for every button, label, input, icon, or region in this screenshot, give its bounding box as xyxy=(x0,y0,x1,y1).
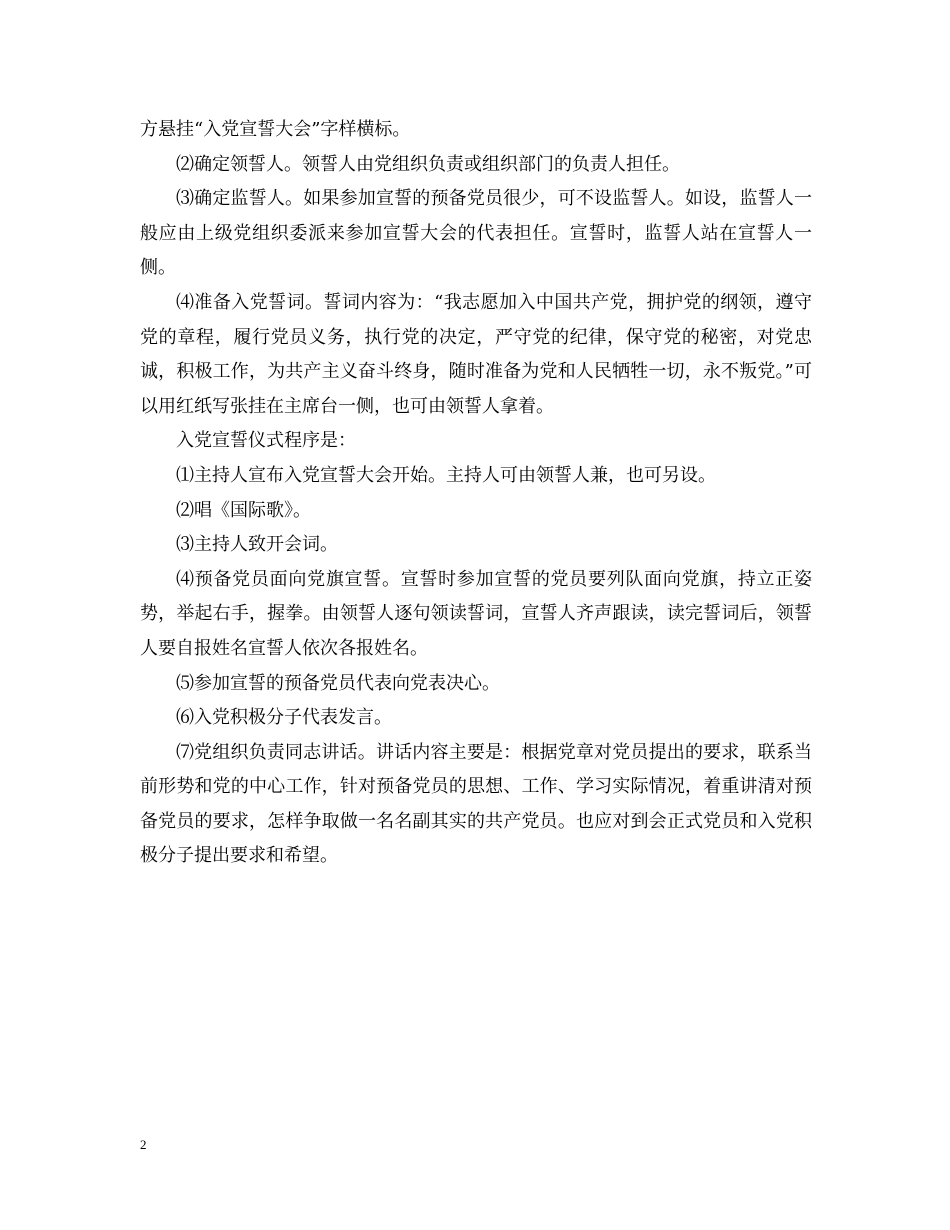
paragraph: ⑵唱《国际歌》。 xyxy=(176,499,311,521)
paragraph: ⑸参加宣誓的预备党员代表向党表决心。 xyxy=(176,672,500,694)
paragraph: ⑷预备党员面向党旗宣誓。宣誓时参加宣誓的党员要列队面向党旗，持立正姿势，举起右手，握拳。由领誓人逐句领读誓词，宣誓人齐声跟读，读完誓词后，领誓人要自报姓名宣誓人依次各报姓名。 xyxy=(140,568,812,659)
paragraph: ⑴主持人宣布入党宣誓大会开始。主持人可由领誓人兼，也可另设。 xyxy=(176,464,716,486)
page-number: 2 xyxy=(140,1137,147,1152)
paragraph: 入党宣誓仪式程序是： xyxy=(176,430,356,452)
paragraph: ⑹入党积极分子代表发言。 xyxy=(176,707,392,729)
paragraph: ⑶确定监誓人。如果参加宣誓的预备党员很少，可不设监誓人。如设，监誓人一般应由上级党组织委派来参加宣誓大会的代表担任。宣誓时，监誓人站在宣誓人一侧。 xyxy=(140,188,812,279)
paragraph: 方悬挂“入党宣誓大会”字样横标。 xyxy=(140,119,411,140)
paragraph: ⑵确定领誓人。领誓人由党组织负责或组织部门的负责人担任。 xyxy=(176,153,680,175)
paragraph: ⑶主持人致开会词。 xyxy=(176,534,338,556)
paragraph: ⑺党组织负责同志讲话。讲话内容主要是：根据党章对党员提出的要求，联系当前形势和党的中心工作，针对预备党员的思想、工作、学习实际情况，着重讲清对预备党员的要求，怎样争取做一名名副其实的共产党员。也应对到会正式党员和入党积极分子提出要求和希望。 xyxy=(140,741,812,867)
document-body xyxy=(140,113,812,874)
paragraph: ⑷准备入党誓词。誓词内容为：“我志愿加入中国共产党，拥护党的纲领，遵守党的章程，履行党员义务，执行党的决定，严守党的纪律，保守党的秘密，对党忠诚，积极工作，为共产主义奋斗终身，随时准备为党和人民牺牲一切，永不叛党。”可以用红纸写张挂在主席台一侧，也可由领誓人拿着。 xyxy=(140,291,812,417)
